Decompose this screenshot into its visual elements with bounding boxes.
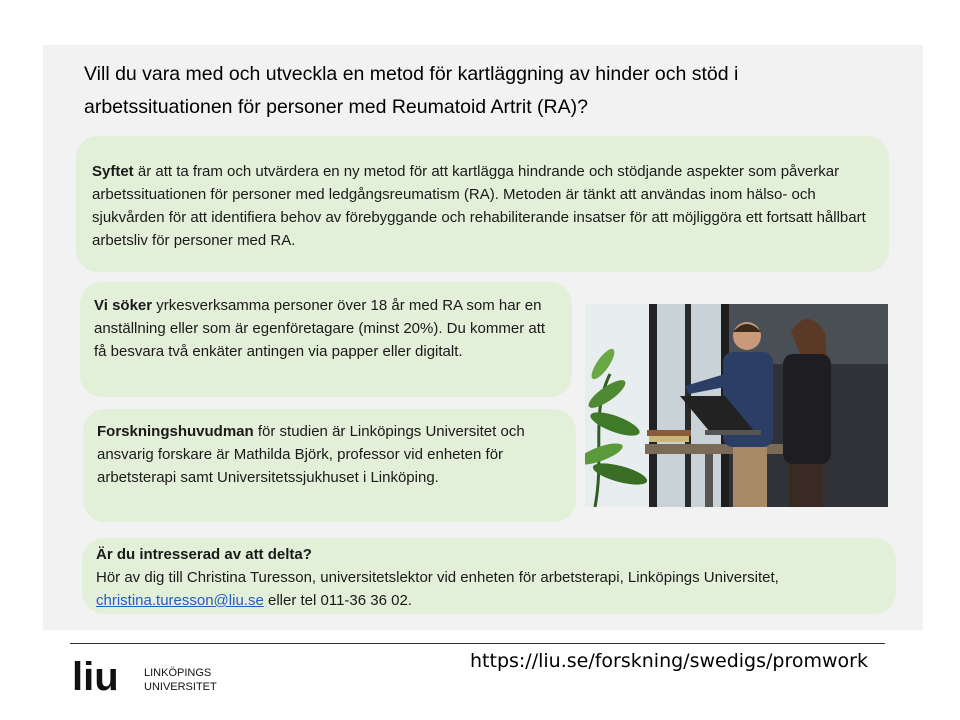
footer-url[interactable]: https://liu.se/forskning/swedigs/promwork <box>470 650 868 672</box>
research-box <box>83 409 576 522</box>
liu-logo <box>72 654 232 696</box>
seeking-text: yrkesverksamma personer över 18 år med RA som har en anställning eller som är egenföretagare (minst 20%). Du kommer att få besvara två enkäter antingen via papper eller digitalt. <box>94 297 546 360</box>
contact-box <box>82 538 896 614</box>
purpose-box <box>76 136 889 272</box>
page-title: Vill du vara med och utveckla en metod för kartläggning av hinder och stöd i arbetssituationen för personer med Reumatoid Artrit (RA)? <box>84 63 739 118</box>
photo-two-people-laptop <box>585 304 888 507</box>
seeking-box <box>80 282 572 397</box>
seeking-lead: Vi söker <box>94 297 153 314</box>
purpose-lead: Syftet <box>92 163 134 180</box>
logo-mark: liu <box>72 655 119 696</box>
contact-email-link[interactable]: christina.turesson@liu.se <box>96 592 264 609</box>
contact-text: Hör av dig till Christina Turesson, universitetslektor vid enheten för arbetsterapi, Linköpings Universitet, <box>96 569 779 586</box>
purpose-text: är att ta fram och utvärdera en ny metod för att kartlägga hindrande och stödjande aspekter som påverkar arbetssituationen för personer med ledgångsreumatism (RA). Metoden är tänkt att användas inom hälso- och sjukvården för att identifiera behov av förebyggande och rehabiliterande insatser för att möjliggöra ett fortsatt hållbart arbetsliv för personer med RA. <box>92 163 866 249</box>
contact-title: Är du intresserad av att delta? <box>96 546 312 563</box>
research-lead: Forskningshuvudman <box>97 423 254 440</box>
footer-divider <box>70 643 885 644</box>
logo-line2: UNIVERSITET <box>144 681 217 693</box>
research-text: för studien är Linköpings Universitet och ansvarig forskare är Mathilda Björk, professor vid enheten för arbetsterapi samt Universitetssjukhuset i Linköping. <box>97 423 525 486</box>
logo-line1: LINKÖPINGS <box>144 667 212 679</box>
contact-phone: eller tel 011-36 36 02. <box>263 592 412 609</box>
